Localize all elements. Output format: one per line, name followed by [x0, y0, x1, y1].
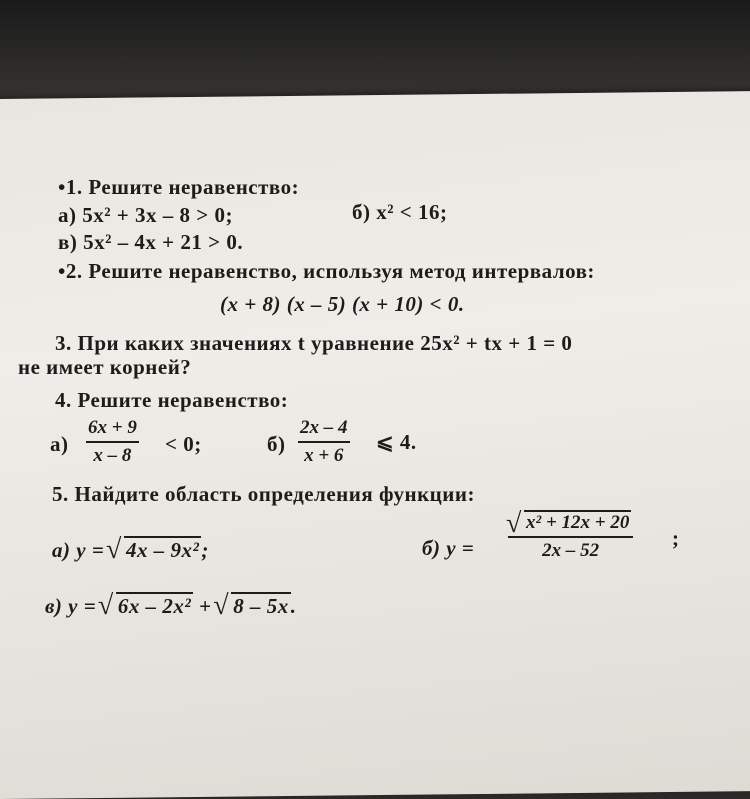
problem-3-line-1: 3. При каких значениях t уравнение 25x² + tx + 1 = 0: [55, 331, 573, 355]
problem-4b-denominator: x + 6: [304, 445, 344, 466]
problem-5v-label: в) y =: [45, 594, 97, 618]
problem-5v-radicand-1: 6x – 2x²: [117, 594, 192, 618]
square-root-sign: [217, 594, 291, 619]
problem-1b: б) x² < 16;: [352, 200, 448, 224]
problem-4b-fraction: [298, 417, 350, 467]
problem-4a-tail: < 0;: [165, 432, 202, 456]
problem-5b-denominator: 2x – 52: [542, 540, 600, 561]
problem-4b-label: б): [267, 432, 286, 456]
square-root-sign: [110, 538, 201, 563]
problem-5v-radicand-2: 8 – 5x: [233, 594, 289, 618]
problem-3-line-2: не имеет корней?: [18, 355, 192, 379]
problem-5v-plus: +: [198, 594, 212, 618]
square-root-sign: [510, 512, 631, 534]
problem-4-heading: 4. Решите неравенство:: [55, 388, 289, 412]
problem-5a: [52, 538, 209, 563]
problem-1v: в) 5x² – 4x + 21 > 0.: [58, 230, 244, 254]
problem-5b-fraction: [508, 512, 633, 562]
problem-4a-fraction: [86, 417, 139, 467]
problem-2-expression: (x + 8) (x – 5) (x + 10) < 0.: [220, 292, 465, 316]
square-root-sign: [102, 594, 193, 619]
problem-5v: [45, 594, 296, 619]
problem-2-heading: •2. Решите неравенство, используя метод интервалов:: [58, 259, 595, 283]
problem-5a-label: а) y =: [52, 538, 105, 562]
problem-5b-tail: ;: [672, 526, 680, 550]
problem-4b-tail: ⩽ 4.: [376, 430, 417, 454]
problem-5a-tail: ;: [201, 538, 209, 562]
problem-4a-label: а): [50, 432, 69, 456]
problem-5b-numerator: [508, 512, 633, 538]
problem-5b-label: б) y =: [422, 536, 475, 560]
problem-5-heading: 5. Найдите область определения функции:: [52, 482, 475, 506]
problem-5a-radicand: 4x – 9x²: [126, 538, 200, 562]
problem-5v-tail: .: [290, 594, 297, 618]
problem-4a-numerator: 6x + 9: [86, 417, 139, 443]
problem-1-heading: •1. Решите неравенство:: [58, 175, 300, 199]
problem-5b-radicand: x² + 12x + 20: [526, 512, 630, 533]
problem-4a-denominator: x – 8: [93, 445, 132, 466]
problem-1a: а) 5x² + 3x – 8 > 0;: [58, 203, 233, 227]
problem-4b-numerator: 2x – 4: [298, 417, 350, 443]
